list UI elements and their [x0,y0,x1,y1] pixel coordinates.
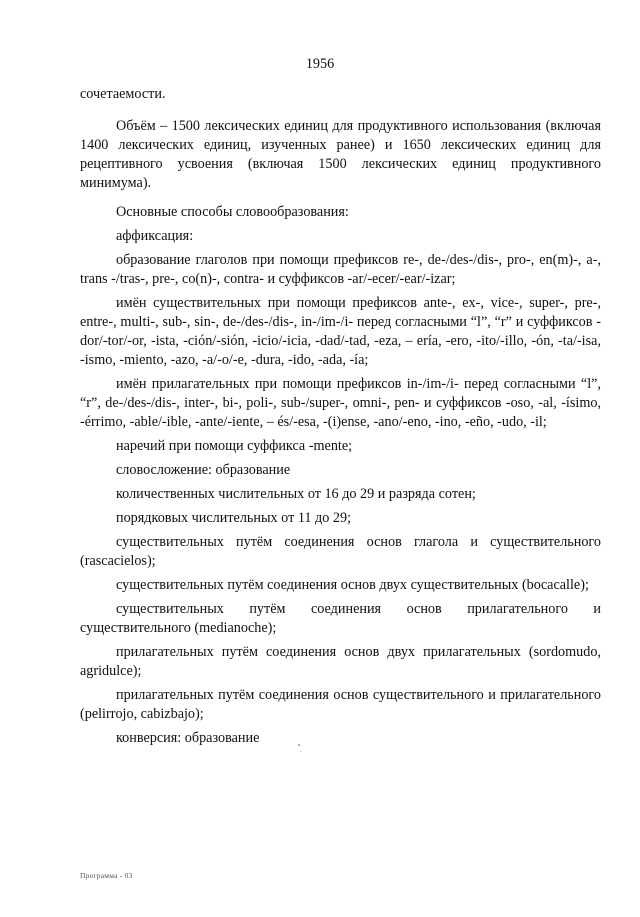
document-body [80,85,601,748]
paragraph: Объём – 1500 лексических единиц для продуктивного использования (включая 1400 лексических единиц, изученных ранее) и 1650 лексических единиц для рецептивного усвоения (включая 1500 лексических единиц продуктивного минимума). [80,118,601,191]
paragraph: прилагательных путём соединения основ двух прилагательных (sordomudo, agridulce); [80,644,601,679]
paragraph: образование глаголов при помощи префиксов re-, de-/des-/dis-, pro-, en(m)-, a-, trans -/tras-, pre-, co(n)-, contra- и суффиксов -ar/-ecer/-ear/-izar; [80,252,601,287]
paragraph: имён существительных при помощи префиксов ante-, ex-, vice-, super-, pre-, entre-, multi-, sub-, sin-, de-/des-/dis-, in-/im-/i- перед согласными “l”, “r” и суффиксов -dor/-tor/-or, -ista, -ción/-sión, -icio/-icia, -dad/-tad, -eza, – ería, -ero, -ito/-illo, -ón, -ta/-isa, -ismo, -miento, -azo, -a/-o/-e, -dura, -ido, -ada, -ía; [80,295,601,368]
scan-speck [298,744,300,746]
paragraph: существительных путём соединения основ двух существительных (bocacalle); [116,577,589,593]
paragraph: аффиксация: [116,228,194,244]
paragraph: прилагательных путём соединения основ существительного и прилагательного (pelirrojo, cabizbajo); [80,687,601,722]
paragraph: наречий при помощи суффикса -mente; [116,438,353,454]
page-footer: Программа - 03 [80,871,133,880]
paragraph: существительных путём соединения основ глагола и существительного (rascacielos); [80,534,601,569]
paragraph: Основные способы словообразования: [116,204,349,220]
paragraph: порядковых числительных от 11 до 29; [116,510,352,526]
paragraph: сочетаемости. [80,86,166,102]
scan-speck [300,751,301,752]
paragraph: имён прилагательных при помощи префиксов in-/im-/i- перед согласными “l”, “r”, de-/des-/dis-, inter-, bi-, poli-, sub-/super-, omni-, pen- и суффиксов -oso, -al, -ísimo, -érrimo, -able/-ible, -ante/-iente, – és/-esa, -(i)ense, -ano/-eno, -ino, -eño, -udo, -il; [80,376,601,430]
paragraph: существительных путём соединения основ прилагательного и существительного (medianoche); [80,601,601,636]
paragraph: конверсия: образование [116,730,260,746]
page-number: 1956 [305,56,335,72]
paragraph: словосложение: образование [116,462,291,478]
paragraph: количественных числительных от 16 до 29 и разряда сотен; [116,486,476,502]
